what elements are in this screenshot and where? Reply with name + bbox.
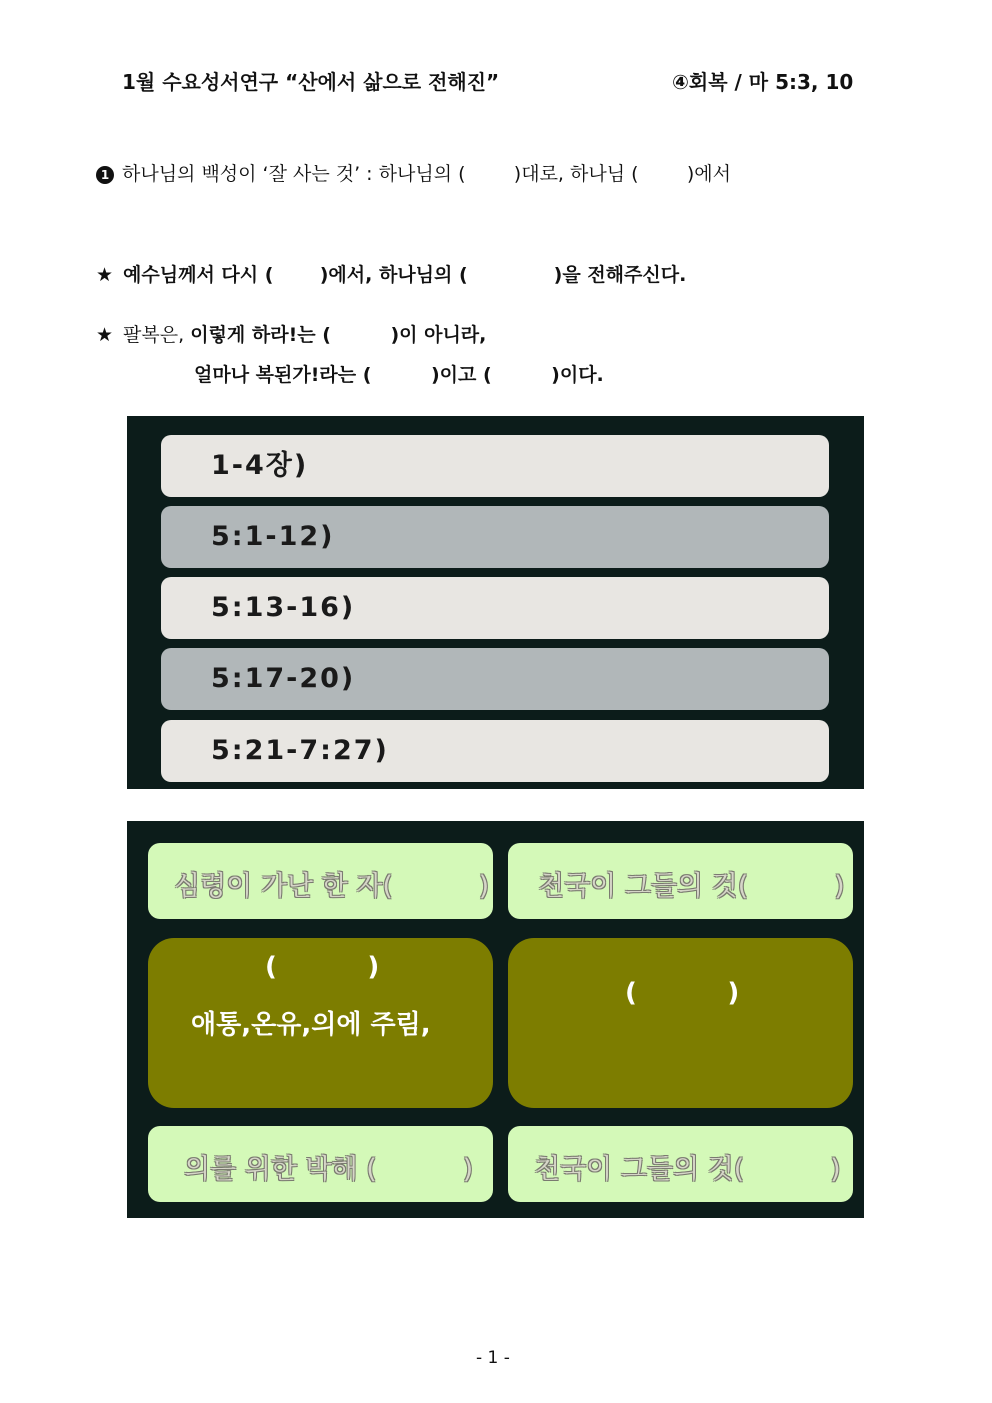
question-1 (96, 159, 731, 186)
star-bullet-icon: ★ (96, 264, 114, 286)
star-item-2-text: 이렇게 하라!는 ( )이 아니라, (190, 324, 487, 346)
tile-middle-left-blank: ( ) (265, 952, 380, 982)
tile-persecuted-text: 의를 위한 박해 ( ) (184, 1154, 474, 1185)
outline-bar-5: 5:21-7:27) (161, 720, 829, 782)
tile-kingdom-top (508, 843, 853, 919)
tile-persecuted (148, 1126, 493, 1202)
star-item-2 (96, 320, 486, 347)
outline-bar-3: 5:13-16) (161, 577, 829, 639)
outline-panel (127, 416, 864, 789)
outline-bar-2: 5:1-12) (161, 506, 829, 568)
star-item-2-continuation: 얼마나 복된가!라는 ( )이고 ( )이다. (194, 364, 604, 386)
star-item-1 (96, 260, 686, 287)
tile-kingdom-bottom-text: 천국이 그들의 것( ) (534, 1154, 841, 1185)
tile-poor-in-spirit-text: 심령이 가난 한 자( ) (174, 871, 490, 902)
tile-middle-left-text: 애통,온유,의에 주림, (191, 1010, 431, 1040)
tile-middle-right (508, 938, 853, 1108)
tile-poor-in-spirit (148, 843, 493, 919)
document-title: 1월 수요성서연구 “산에서 삶으로 전해진” (122, 70, 500, 94)
tile-middle-left (148, 938, 493, 1108)
tile-kingdom-top-text: 천국이 그들의 것( ) (538, 871, 845, 902)
tile-middle-right-blank: ( ) (625, 978, 740, 1008)
star-item-1-text: 예수님께서 다시 ( )에서, 하나님의 ( )을 전해주신다. (123, 264, 687, 286)
star-bullet-icon: ★ (96, 324, 114, 346)
outline-bar-1: 1-4장) (161, 435, 829, 497)
tile-kingdom-bottom (508, 1126, 853, 1202)
question-number-badge: 1 (96, 166, 114, 184)
beatitudes-panel (127, 821, 864, 1218)
question-1-text: 하나님의 백성이 ‘잘 사는 것’ : 하나님의 ( )대로, 하나님 ( )에서 (122, 163, 731, 185)
page-number: - 1 - (476, 1348, 510, 1368)
outline-bar-4: 5:17-20) (161, 648, 829, 710)
star-item-2-prefix: 팔복은, (123, 324, 191, 346)
lesson-reference: ④회복 / 마 5:3, 10 (672, 70, 854, 94)
